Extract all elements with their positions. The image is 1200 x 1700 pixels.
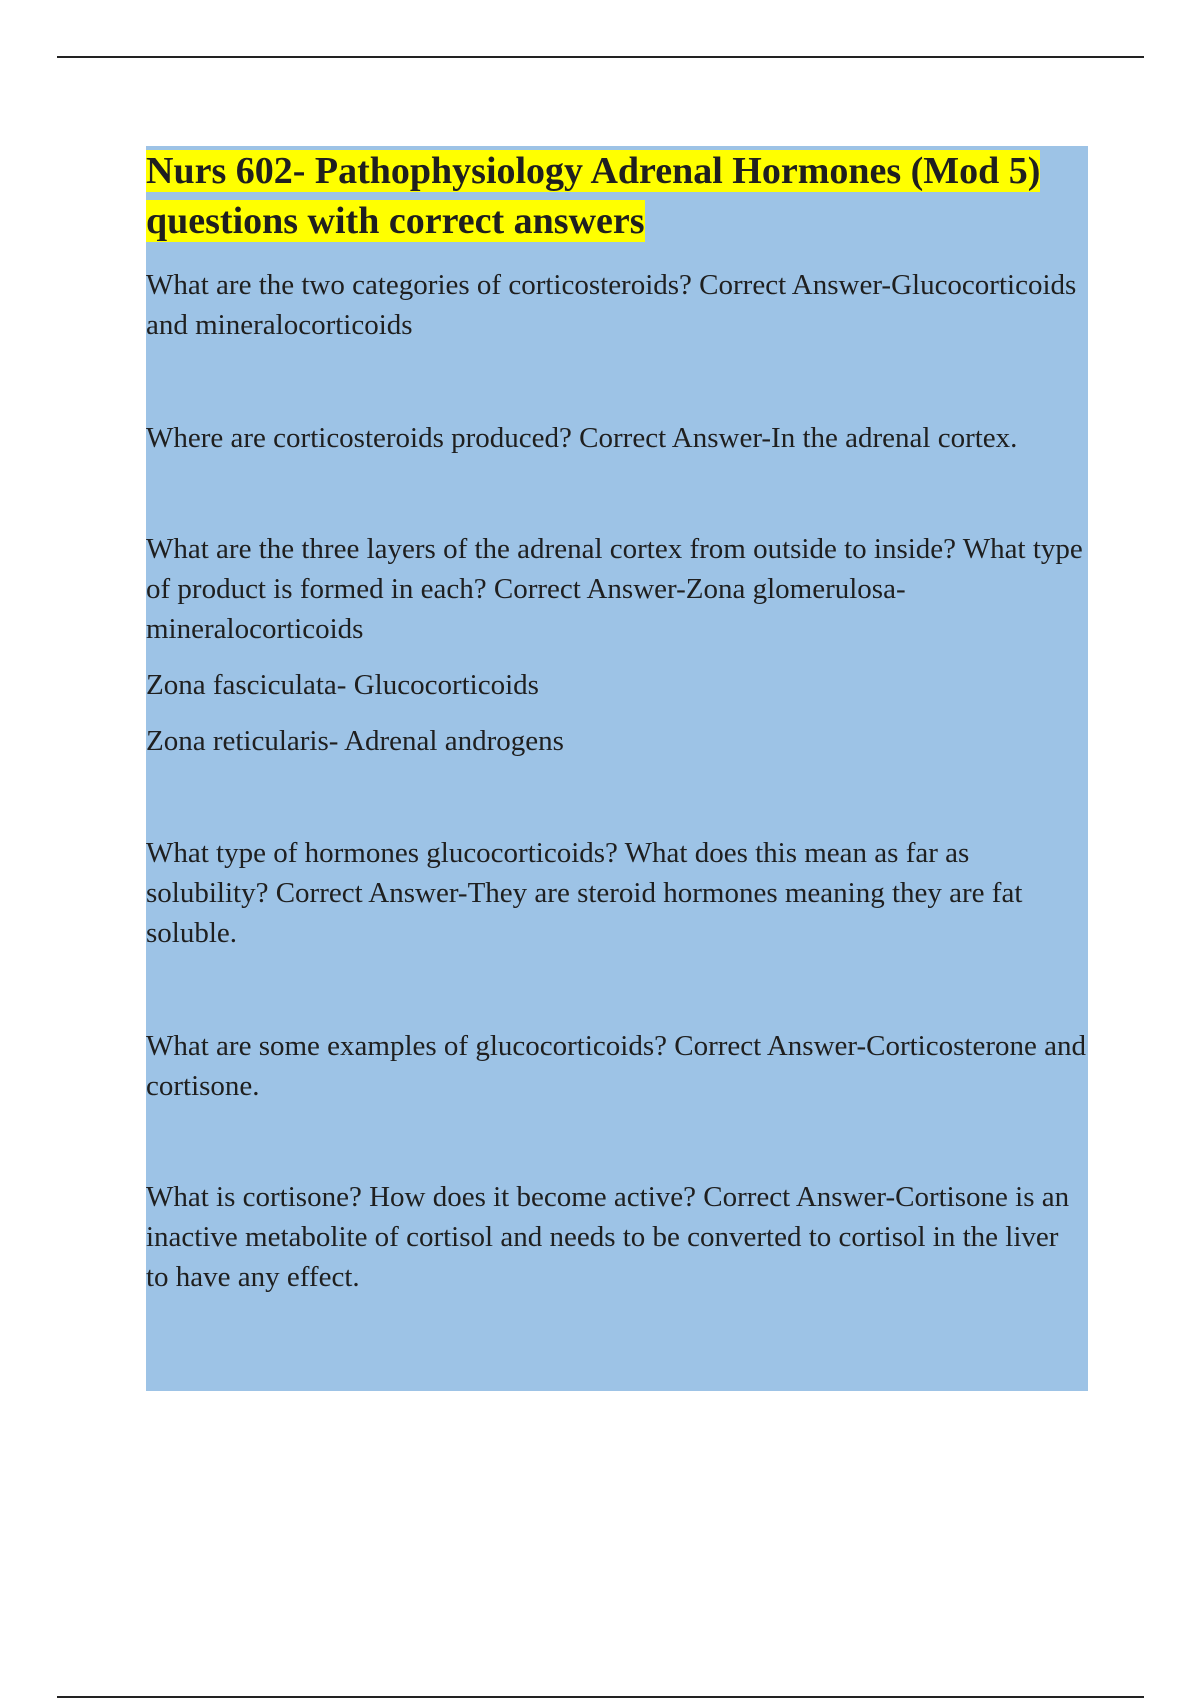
header-rule	[57, 56, 1144, 58]
qa-item-1: What are the two categories of corticosteroids? Correct Answer-Glucocorticoids and mineralocorticoids	[146, 269, 1077, 341]
qa-item-3: What are the three layers of the adrenal cortex from outside to inside? What type of product is formed in each? Correct Answer-Zona glomerulosa- mineralocorticoids	[146, 533, 1083, 645]
qa-item-4: What type of hormones glucocorticoids? What does this mean as far as solubility? Correct Answer-They are steroid hormones meaning they are fat soluble.	[146, 837, 1023, 949]
qa-item-3-extra-2: Zona reticularis- Adrenal androgens	[146, 725, 564, 757]
qa-item-2: Where are corticosteroids produced? Correct Answer-In the adrenal cortex.	[146, 422, 1018, 454]
document-title	[146, 146, 1088, 246]
qa-item-6: What is cortisone? How does it become active? Correct Answer-Cortisone is an inactive metabolite of cortisol and needs to be converted to cortisol in the liver to have any effect.	[146, 1181, 1070, 1293]
qa-item-3-extra-1: Zona fasciculata- Glucocorticoids	[146, 669, 539, 701]
qa-item-5: What are some examples of glucocorticoids? Correct Answer-Corticosterone and cortisone.	[146, 1030, 1086, 1102]
footer-rule	[57, 1696, 1144, 1698]
document-title-text: Nurs 602- Pathophysiology Adrenal Hormones (Mod 5) questions with correct answers	[146, 150, 1041, 242]
content-panel	[146, 146, 1088, 1391]
